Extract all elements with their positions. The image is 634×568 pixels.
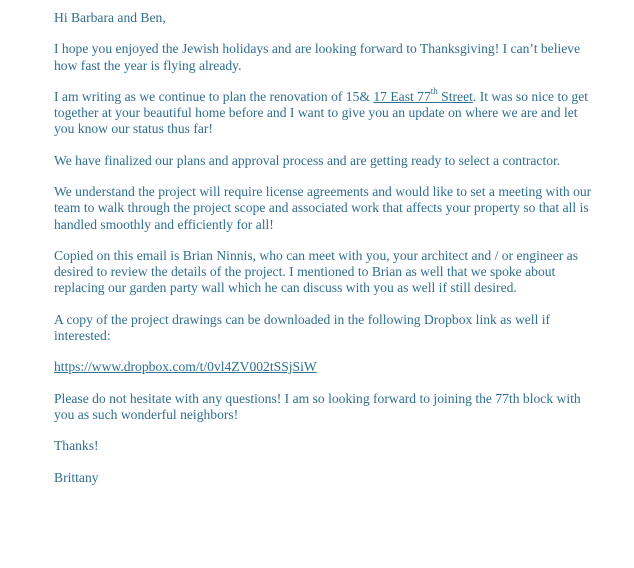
paragraph-copied: Copied on this email is Brian Ninnis, who can meet with you, your architect and / or engineer as desired to review the details of the project. I mentioned to Brian as well that we spoke about replacing our garden party wall which he can discuss with you as well if still desired. [54, 247, 578, 296]
paragraph-holidays: I hope you enjoyed the Jewish holidays and are looking forward to Thanksgiving! I can’t believe how fast the year is flying already. [54, 41, 581, 73]
closing: Thanks! [54, 438, 99, 454]
renovation-text-end: . It was so nice to get together at your beautiful home before and I want to give you an update on where we are and let you know our status thus far! [54, 88, 589, 137]
paragraph-renovation [54, 86, 599, 138]
email-body [54, 10, 599, 501]
paragraph-drawings: A copy of the project drawings can be downloaded in the following Dropbox link as well if interested: [54, 311, 551, 343]
address-link-sup: th [430, 86, 438, 97]
address-link-text: 17 East 77 [373, 88, 431, 104]
address-link-street: Street [437, 88, 473, 104]
paragraph-license: We understand the project will require license agreements and would like to set a meeting with our team to walk through the project scope and associated work that affects your property so that all is handled smoothly and efficiently for all! [54, 184, 592, 232]
renovation-text-start: I am writing as we continue to plan the renovation of 15& [54, 88, 374, 104]
greeting: Hi Barbara and Ben, [54, 10, 166, 25]
dropbox-paragraph [54, 359, 599, 375]
paragraph-plans: We have finalized our plans and approval process and are getting ready to select a contractor. [54, 152, 561, 168]
signature: Brittany [54, 469, 99, 485]
paragraph-questions: Please do not hesitate with any questions! I am so looking forward to joining the 77th block with you as such wonderful neighbors! [54, 390, 581, 422]
address-link[interactable] [373, 86, 473, 104]
dropbox-link[interactable]: https://www.dropbox.com/t/0vl4ZV002tSSjSiW [54, 359, 317, 375]
